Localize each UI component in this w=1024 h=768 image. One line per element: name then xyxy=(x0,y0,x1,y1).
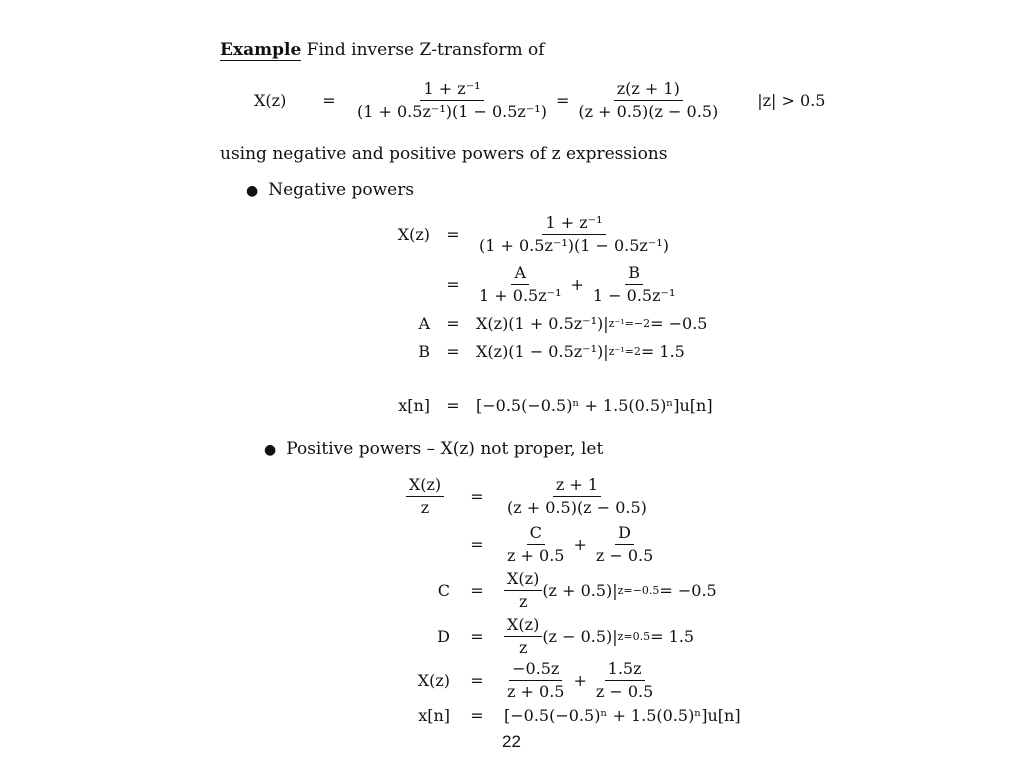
neg-row-3-op: = xyxy=(446,314,460,333)
pos-row-4-lhs: D xyxy=(437,627,450,647)
example-heading xyxy=(220,40,545,60)
neg-row-5-op: = xyxy=(446,396,460,415)
bullet-dot-icon: ● xyxy=(246,183,259,199)
pos-row-3-op: = xyxy=(470,581,484,601)
neg-row-5-lhs: x[n] xyxy=(398,396,430,415)
neg-row-1 xyxy=(380,214,672,256)
pos-row-1-lhs-frac xyxy=(400,476,450,518)
pos-row-6-rhs: [−0.5(−0.5)ⁿ + 1.5(0.5)ⁿ]u[n] xyxy=(504,706,741,725)
negative-bullet-label: Negative powers xyxy=(268,180,415,200)
pos-row-1 xyxy=(400,476,650,518)
pos-row-5-frac-a xyxy=(504,660,567,702)
neg-row-4-tail: = 1.5 xyxy=(640,342,685,361)
neg-row-2-op: = xyxy=(446,275,460,295)
pos-row-1-num: z + 1 xyxy=(553,476,601,497)
pos-row-3-fnum: X(z) xyxy=(504,570,542,591)
pos-row-5-frac-b xyxy=(593,660,656,702)
neg-row-2-frac-a xyxy=(476,264,565,306)
neg-row-5-rhs: [−0.5(−0.5)ⁿ + 1.5(0.5)ⁿ]u[n] xyxy=(476,396,713,415)
pos-row-2-num-c: C xyxy=(527,524,545,545)
pos-row-1-lhs-num: X(z) xyxy=(406,476,444,497)
pos-row-6-lhs: x[n] xyxy=(418,706,450,725)
neg-row-5 xyxy=(380,396,713,415)
pos-row-2-den-d: z − 0.5 xyxy=(595,546,654,566)
pos-row-2-frac-c xyxy=(504,524,567,566)
pos-row-2-frac-d xyxy=(593,524,656,566)
neg-row-1-op: = xyxy=(446,225,460,245)
neg-row-2-frac-b xyxy=(590,264,679,306)
intro-line: using negative and positive powers of z expressions xyxy=(220,144,668,164)
neg-row-2-den-a: 1 + 0.5z⁻¹ xyxy=(479,286,562,306)
pos-row-5-op: = xyxy=(470,671,484,691)
pos-row-3-rhs: (z + 0.5)| xyxy=(542,581,618,601)
pos-row-3: C = $\frac{X(z)}{z}$ (z + 0.5)| z=−0.5 = −0.5 xyxy=(400,570,717,612)
pos-row-5-lhs: X(z) xyxy=(417,671,450,691)
main-equation xyxy=(254,80,825,122)
neg-row-2-plus: + xyxy=(570,275,584,295)
pos-row-1-lhs-den: z xyxy=(420,498,430,518)
neg-row-4-op: = xyxy=(446,342,460,361)
page-number: 22 xyxy=(502,732,521,751)
example-label: Example xyxy=(220,40,302,60)
neg-row-3: A = X(z)(1 + 0.5z⁻¹)| z⁻¹=−2 = −0.5 xyxy=(380,314,707,333)
pos-row-5-plus: + xyxy=(573,671,587,691)
pos-row-6 xyxy=(400,706,741,725)
main-eq-equals-2: = xyxy=(555,91,570,111)
pos-row-5-den-b: z − 0.5 xyxy=(595,682,654,702)
pos-row-1-op: = xyxy=(470,487,484,507)
neg-row-1-den: (1 + 0.5z⁻¹)(1 − 0.5z⁻¹) xyxy=(479,236,669,256)
pos-row-4-op: = xyxy=(470,627,484,647)
positive-bullet-label: Positive powers – X(z) not proper, let xyxy=(286,439,604,459)
pos-row-4: D = $\frac{X(z)}{z}$ (z − 0.5)| z=0.5 = 1.5 xyxy=(400,616,694,658)
pos-row-4-rhs: (z − 0.5)| xyxy=(542,627,618,647)
main-eq-lhs: X(z) xyxy=(254,91,287,111)
pos-row-3-lhs: C xyxy=(437,581,450,601)
pos-row-3-fden: z xyxy=(518,592,528,612)
bullet-dot-icon: ● xyxy=(264,442,277,458)
pos-row-5 xyxy=(400,660,656,702)
neg-row-2-num-a: A xyxy=(511,264,529,285)
neg-row-1-lhs: X(z) xyxy=(397,225,430,245)
pos-row-2-den-c: z + 0.5 xyxy=(507,546,565,566)
pos-row-2-num-d: D xyxy=(615,524,634,545)
pos-row-4-fden: z xyxy=(518,638,528,658)
pos-row-4-fnum: X(z) xyxy=(504,616,542,637)
pos-row-1-frac xyxy=(504,476,650,518)
example-title: Find inverse Z-transform of xyxy=(306,40,545,60)
main-eq-equals: = xyxy=(322,91,336,111)
positive-bullet xyxy=(264,439,603,459)
pos-row-4-frac xyxy=(504,616,542,658)
pos-row-5-num-a: −0.5z xyxy=(509,660,562,681)
main-eq-frac1 xyxy=(354,80,550,122)
neg-row-2-den-b: 1 − 0.5z⁻¹ xyxy=(592,286,676,306)
negative-bullet xyxy=(246,180,414,200)
pos-row-2-plus: + xyxy=(573,535,587,555)
main-eq-frac2-den: (z + 0.5)(z − 0.5) xyxy=(578,102,719,122)
neg-row-1-frac xyxy=(476,214,672,256)
pos-row-4-tail: = 1.5 xyxy=(650,627,695,647)
neg-row-2 xyxy=(380,264,678,306)
pos-row-6-op: = xyxy=(470,706,484,725)
neg-row-4-lhs: B xyxy=(418,342,430,361)
main-eq-frac2 xyxy=(575,80,721,122)
pos-row-1-den: (z + 0.5)(z − 0.5) xyxy=(507,498,647,518)
pos-row-2 xyxy=(400,524,656,566)
neg-row-4-rhs: X(z)(1 − 0.5z⁻¹)| xyxy=(476,342,609,361)
neg-row-4: B = X(z)(1 − 0.5z⁻¹)| z⁻¹=2 = 1.5 xyxy=(380,342,685,361)
pos-row-5-den-a: z + 0.5 xyxy=(507,682,565,702)
pos-row-5-num-b: 1.5z xyxy=(605,660,645,681)
neg-row-2-num-b: B xyxy=(625,264,643,285)
pos-row-3-tail: = −0.5 xyxy=(659,581,717,601)
neg-row-3-rhs: X(z)(1 + 0.5z⁻¹)| xyxy=(476,314,609,333)
neg-row-1-num: 1 + z⁻¹ xyxy=(542,214,605,235)
main-eq-frac2-num: z(z + 1) xyxy=(614,80,683,101)
pos-row-2-op: = xyxy=(470,535,484,555)
neg-row-3-tail: = −0.5 xyxy=(650,314,708,333)
main-eq-frac1-den: (1 + 0.5z⁻¹)(1 − 0.5z⁻¹) xyxy=(357,102,547,122)
pos-row-3-frac xyxy=(504,570,542,612)
main-eq-roc: |z| > 0.5 xyxy=(757,91,826,111)
neg-row-3-lhs: A xyxy=(418,314,430,333)
main-eq-frac1-num: 1 + z⁻¹ xyxy=(420,80,483,101)
